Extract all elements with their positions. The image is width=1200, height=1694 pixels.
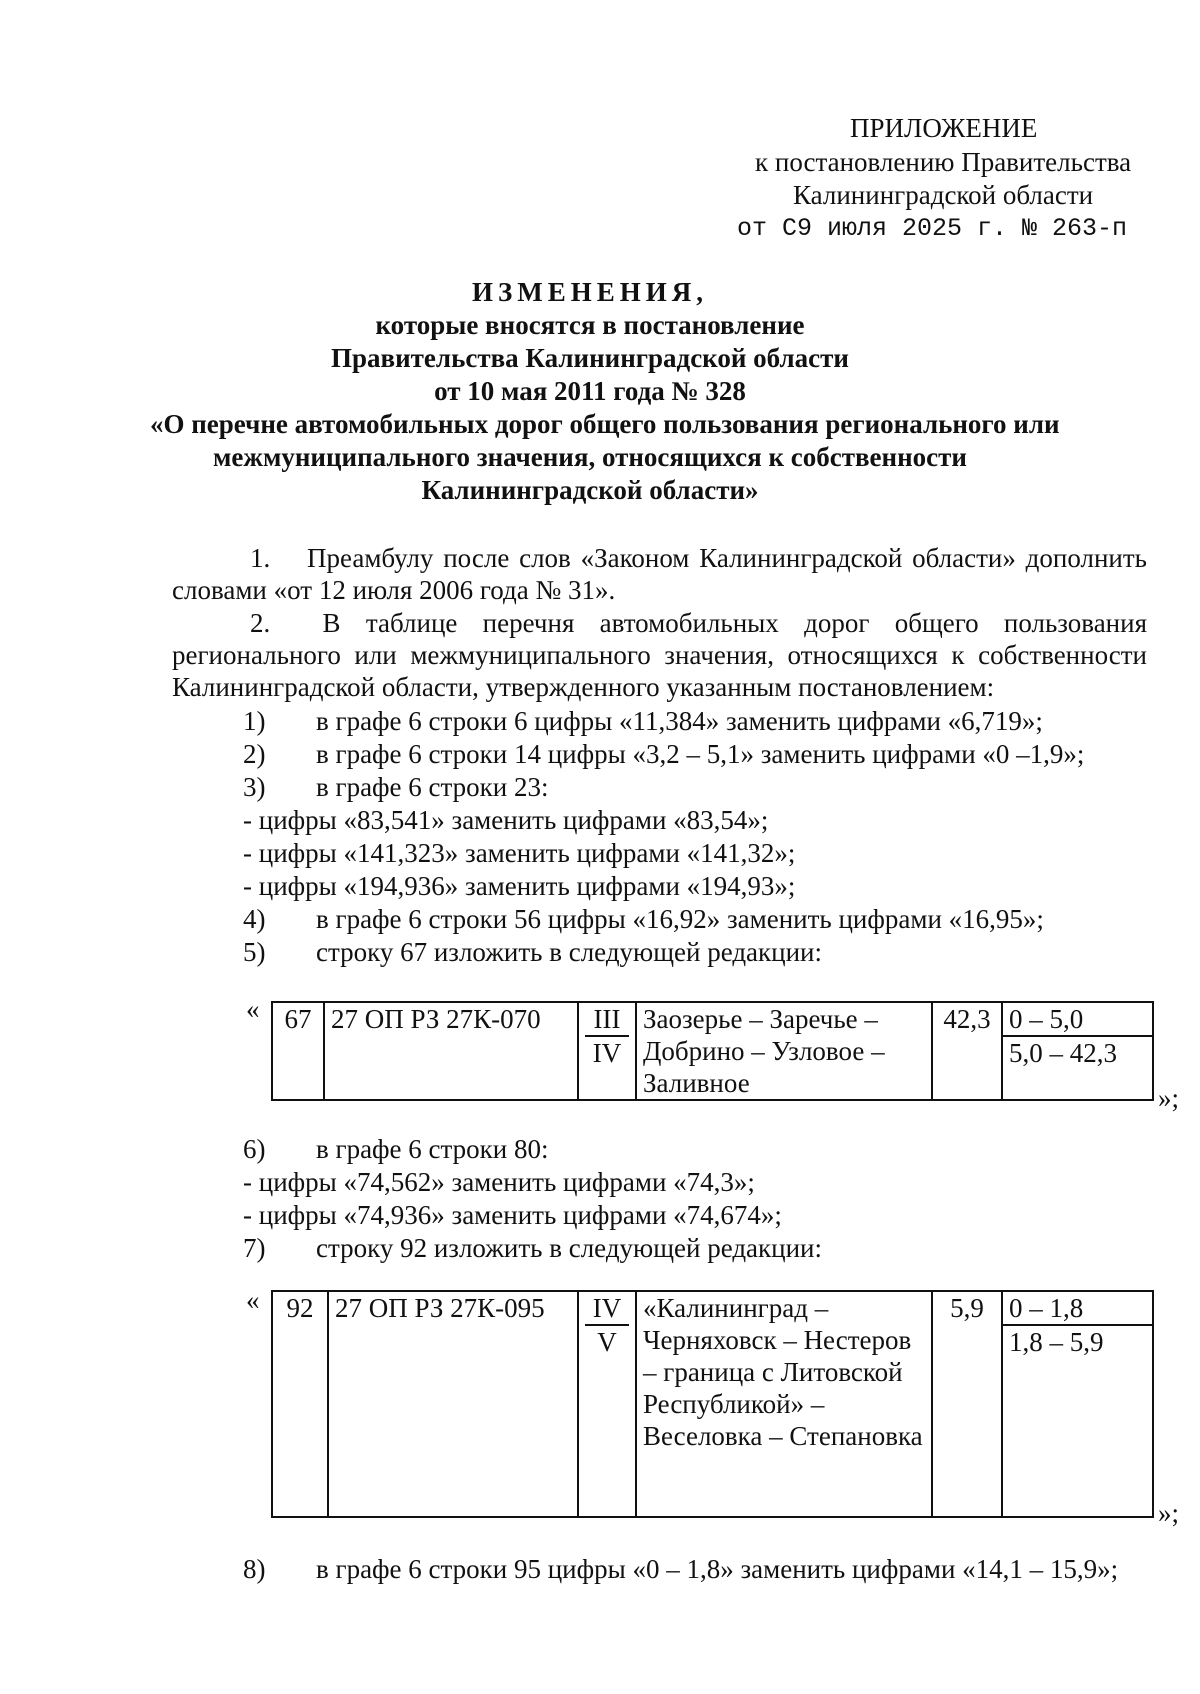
item-number: 7) — [243, 1233, 266, 1263]
item-number: 6) — [243, 1134, 266, 1164]
appendix-ref-line: к постановлению Правительства — [755, 147, 1132, 177]
sub-item: - цифры «141,323» заменить цифрами «141,32»; — [243, 838, 796, 868]
range-bottom: 5,0 – 42,3 — [1009, 1038, 1117, 1068]
open-quote: « — [246, 994, 260, 1024]
list-item: в графе 6 строки 6 цифры «11,384» заменить цифрами «6,719»; — [316, 706, 1043, 736]
category-cell — [578, 1002, 636, 1100]
category-top: III — [585, 1003, 629, 1037]
close-quote: »; — [1158, 1498, 1180, 1528]
item-number: 2) — [243, 739, 266, 769]
road-code-cell: 27 ОП РЗ 27К-095 — [328, 1291, 578, 1517]
doc-title-line-4: «О перечне автомобильных дорог общего пользования регионального или — [150, 409, 1060, 439]
range-top: 0 – 1,8 — [1003, 1292, 1152, 1326]
list-item: в графе 6 строки 95 цифры «0 – 1,8» заменить цифрами «14,1 – 15,9»; — [316, 1554, 1119, 1584]
list-item: в графе 6 строки 14 цифры «3,2 – 5,1» заменить цифрами «0 –1,9»; — [316, 739, 1085, 769]
doc-title-line-2: Правительства Калининградской области — [331, 343, 849, 373]
doc-title-heading: ИЗМЕНЕНИЯ, — [471, 277, 708, 307]
item-number: 1) — [243, 706, 266, 736]
list-item: строку 67 изложить в следующей редакции: — [316, 937, 823, 967]
doc-title-line-6: Калининградской области» — [421, 475, 759, 505]
item-number: 3) — [243, 772, 266, 802]
range-cell — [1002, 1002, 1153, 1100]
range-cell — [1002, 1291, 1153, 1517]
paragraph-1: 1. Преамбулу после слов «Законом Калининградской области» дополнить словами «от 12 июля 2006 года № 31». — [172, 543, 1147, 605]
sub-item: - цифры «194,936» заменить цифрами «194,93»; — [243, 871, 796, 901]
row-67-table — [271, 1001, 1154, 1101]
length-cell: 42,3 — [932, 1002, 1002, 1100]
length-cell: 5,9 — [932, 1291, 1002, 1517]
list-item: в графе 6 строки 80: — [316, 1134, 549, 1164]
category-bottom: IV — [592, 1038, 622, 1068]
item-number: 5) — [243, 937, 266, 967]
list-item: в графе 6 строки 23: — [316, 772, 549, 802]
category-bottom: V — [597, 1327, 617, 1357]
appendix-date-number: от С9 июля 2025 г. № 263-п — [737, 214, 1128, 243]
list-item: строку 92 изложить в следующей редакции: — [316, 1233, 823, 1263]
doc-title-line-3: от 10 мая 2011 года № 328 — [434, 376, 746, 406]
paragraph-2: 2. В таблице перечня автомобильных дорог общего пользования регионального или межмуниципального значения, относящихся к собственности Калининградской области, утвержденного указанным постановлением: — [172, 608, 1147, 702]
row-92-table — [271, 1290, 1154, 1518]
road-code-cell: 27 ОП РЗ 27К-070 — [324, 1002, 578, 1100]
category-cell — [578, 1291, 636, 1517]
list-item: в графе 6 строки 56 цифры «16,92» заменить цифрами «16,95»; — [316, 904, 1044, 934]
category-top: IV — [585, 1292, 629, 1326]
item-number: 4) — [243, 904, 266, 934]
range-top: 0 – 5,0 — [1003, 1003, 1152, 1037]
sub-item: - цифры «74,562» заменить цифрами «74,3»; — [243, 1167, 755, 1197]
doc-title-line-5: межмуниципального значения, относящихся к собственности — [213, 442, 967, 472]
doc-title-line-1: которые вносятся в постановление — [375, 310, 805, 340]
close-quote: »; — [1158, 1083, 1180, 1113]
appendix-region-line: Калининградской области — [793, 180, 1094, 210]
appendix-label: ПРИЛОЖЕНИЕ — [850, 113, 1038, 143]
range-bottom: 1,8 – 5,9 — [1009, 1327, 1104, 1357]
row-number-cell: 67 — [272, 1002, 324, 1100]
open-quote: « — [246, 1285, 260, 1315]
sub-item: - цифры «83,541» заменить цифрами «83,54»; — [243, 805, 769, 835]
sub-item: - цифры «74,936» заменить цифрами «74,674»; — [243, 1200, 782, 1230]
road-name-cell: Заозерье – Заречье – Добрино – Узловое – Заливное — [636, 1002, 932, 1100]
item-number: 8) — [243, 1554, 266, 1584]
road-name-cell: «Калининград – Черняховск – Нестеров – граница с Литовской Республикой» – Веселовка – Степановка — [636, 1291, 932, 1517]
row-number-cell: 92 — [272, 1291, 328, 1517]
